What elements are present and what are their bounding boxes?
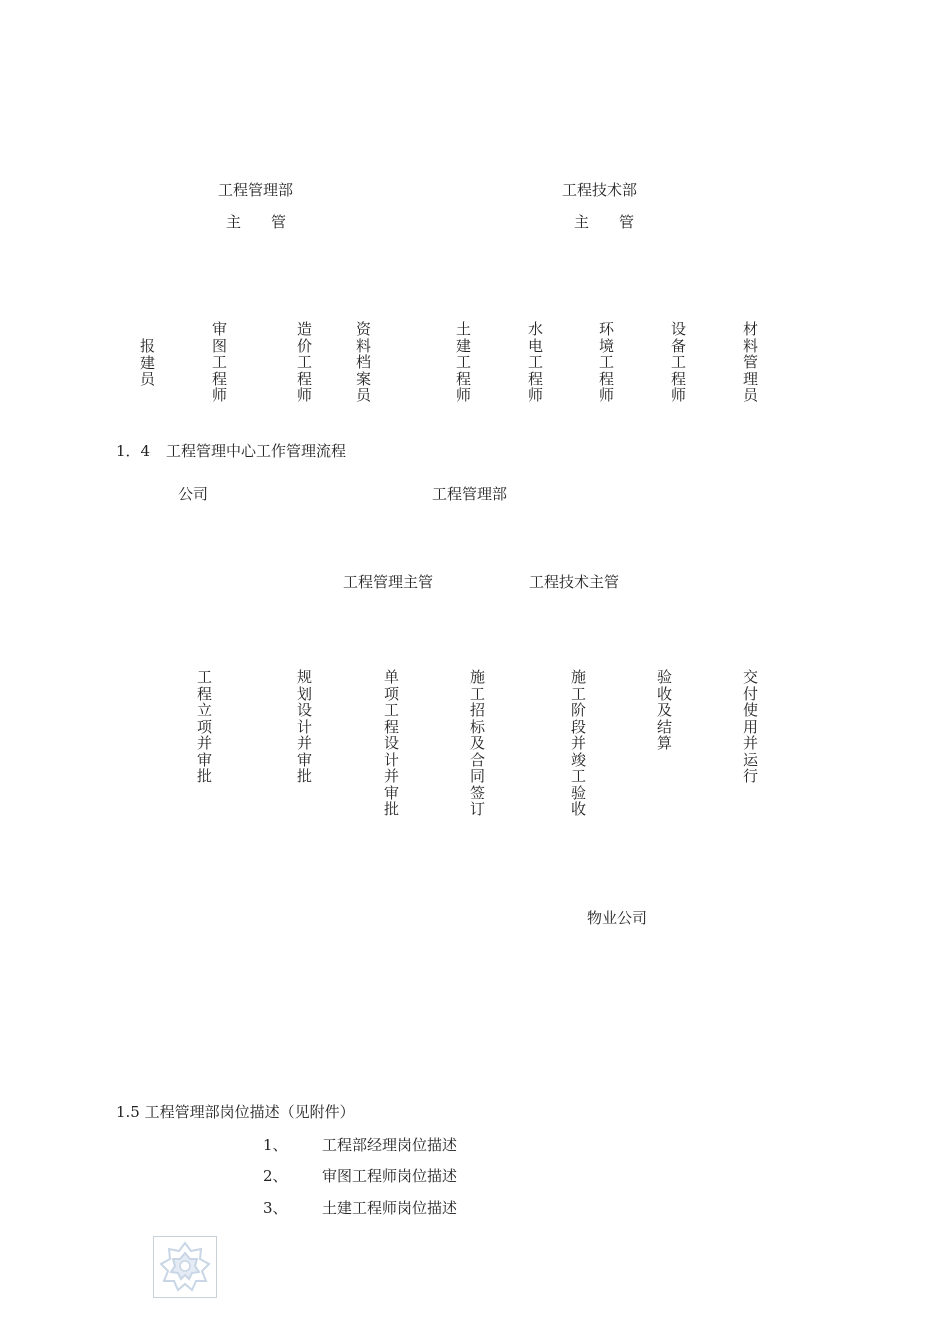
staff-equipment-engineer: 设备工程师 [670,320,686,404]
flow-step-construction-acceptance: 施工阶段并竣工验收 [570,668,586,818]
dept-engineering-management: 工程管理部 [218,181,294,199]
flow-step-project-approval: 工程立项并审批 [196,668,212,785]
head-engineering-management: 主 管 [226,213,287,231]
flow-management-head: 工程管理主管 [343,573,434,591]
section-1-4-title: 工程管理中心工作管理流程 [166,442,347,460]
list-item-text: 土建工程师岗位描述 [322,1199,458,1217]
flow-technology-head: 工程技术主管 [529,573,620,591]
staff-cost-engineer: 造价工程师 [296,320,312,404]
staff-environment-engineer: 环境工程师 [598,320,614,404]
flow-step-tender-contract: 施工招标及合同签订 [469,668,485,818]
list-item-number: 1、 [263,1136,288,1154]
flow-property-company: 物业公司 [587,909,648,927]
flow-step-acceptance-settlement: 验收及结算 [656,668,672,752]
flow-step-handover-operation: 交付使用并运行 [742,668,758,785]
staff-mep-engineer: 水电工程师 [527,320,543,404]
head-engineering-technology: 主 管 [574,213,635,231]
staff-archivist: 资料档案员 [355,320,371,404]
list-item-text: 工程部经理岗位描述 [322,1136,458,1154]
list-item-number: 2、 [263,1167,288,1185]
section-1-4-number: 1．4 [116,442,151,460]
flow-engineering-dept: 工程管理部 [432,485,508,503]
dept-engineering-technology: 工程技术部 [562,181,638,199]
list-item-text: 审图工程师岗位描述 [322,1167,458,1185]
watermark-logo-icon [153,1236,217,1298]
staff-materials-manager: 材料管理员 [742,320,758,404]
flow-company: 公司 [178,485,209,503]
staff-civil-engineer: 土建工程师 [455,320,471,404]
section-1-5-title: 1.5 工程管理部岗位描述（见附件） [116,1103,355,1121]
flow-step-planning-design: 规划设计并审批 [296,668,312,785]
staff-drawing-review-engineer: 审图工程师 [211,320,227,404]
staff-permit-officer: 报建员 [139,337,155,388]
flow-step-single-design: 单项工程设计并审批 [383,668,399,818]
list-item-number: 3、 [263,1199,288,1217]
